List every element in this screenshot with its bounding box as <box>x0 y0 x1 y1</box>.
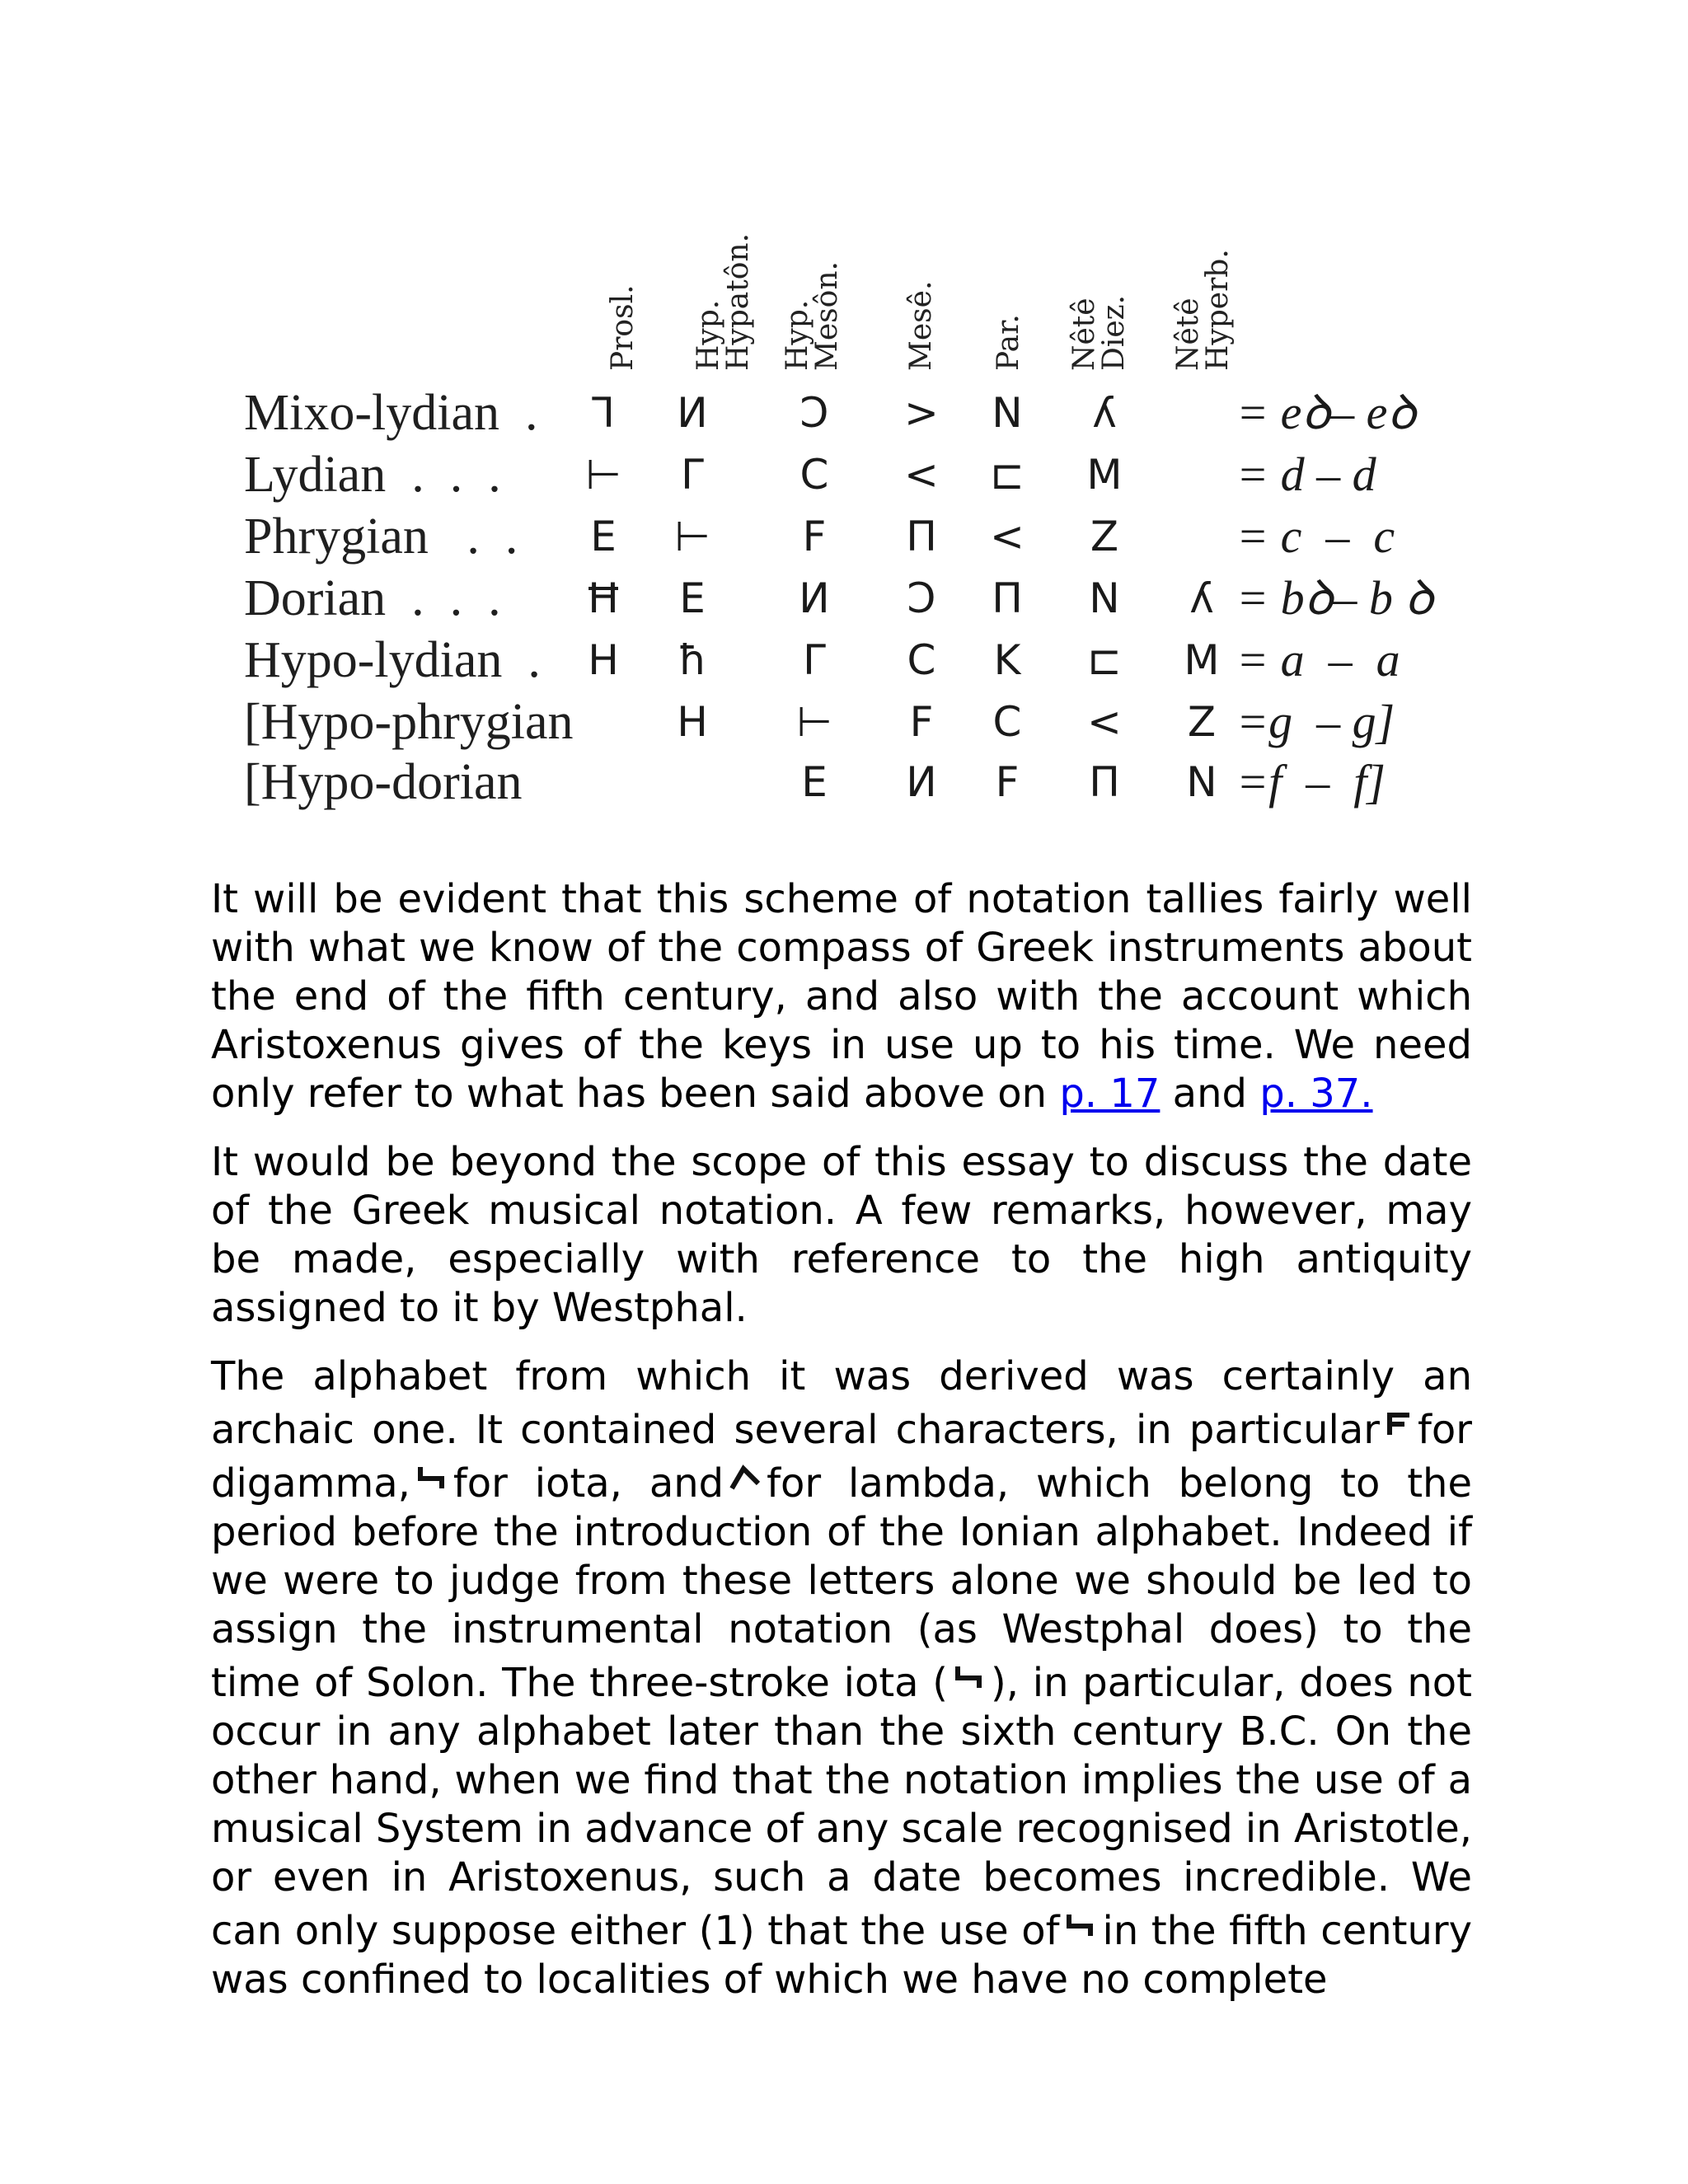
notation-symbol: H <box>588 636 619 684</box>
mode-name: Hypo-lydian . <box>244 632 541 688</box>
mode-range: = eꝺ– eꝺ <box>1236 386 1417 439</box>
notation-symbol: ꓶ <box>592 389 615 437</box>
link-p17[interactable]: p. 17 <box>1059 1071 1160 1117</box>
mode-name: [Hypo-dorian <box>244 754 523 810</box>
notation-symbol: ⊏ <box>1087 636 1122 684</box>
three-stroke-iota-glyph <box>953 1654 986 1703</box>
notation-table <box>0 0 1688 832</box>
notation-symbol: N <box>1186 758 1217 806</box>
mode-range: =g – g] <box>1236 695 1395 748</box>
notation-symbol: E <box>679 574 706 622</box>
notation-symbol: Ͷ <box>677 389 708 437</box>
notation-symbol: N <box>1089 574 1120 622</box>
notation-symbol: Ħ <box>584 574 622 622</box>
notation-symbol: C <box>992 698 1022 746</box>
notation-symbol: ⊢ <box>796 698 832 746</box>
notation-symbol: ʎ <box>1189 574 1214 622</box>
notation-symbol: Π <box>1089 758 1120 806</box>
notation-symbol: ħ <box>678 636 707 684</box>
mode-range: = c – c <box>1236 509 1395 563</box>
notation-symbol: < <box>990 513 1025 560</box>
mode-range: = a – a <box>1236 633 1400 687</box>
notation-symbol: Ↄ <box>907 574 936 622</box>
column-header-hyp-hypaton: Hyp. Hypatôn. <box>692 232 755 371</box>
notation-symbol: E <box>801 758 828 806</box>
notation-symbol: C <box>907 636 936 684</box>
notation-symbol: H <box>677 698 708 746</box>
notation-symbol: F <box>802 513 827 560</box>
notation-symbol: Z <box>1090 513 1119 560</box>
notation-symbol: Ͷ <box>799 574 830 622</box>
column-header-par: Par. <box>992 314 1025 371</box>
notation-symbol: N <box>992 389 1023 437</box>
notation-symbol: < <box>1087 698 1122 746</box>
mode-name: Mixo-lydian . <box>244 385 538 441</box>
three-stroke-iota-glyph <box>415 1455 448 1503</box>
notation-symbol: K <box>993 636 1021 684</box>
notation-symbol: Π <box>906 513 937 560</box>
notation-symbol: ʎ <box>1092 389 1117 437</box>
notation-symbol: ⊢ <box>585 451 621 499</box>
notation-symbol: > <box>904 389 939 437</box>
mode-name: Lydian . . . <box>244 447 501 503</box>
mode-range: = bꝺ– b ꝺ <box>1236 571 1434 625</box>
notation-symbol: Π <box>992 574 1023 622</box>
mode-name: Dorian . . . <box>244 570 501 626</box>
notation-symbol: F <box>995 758 1020 806</box>
notation-symbol: M <box>1184 636 1220 684</box>
notation-symbol: ⊢ <box>674 513 710 560</box>
column-header-nete-hyperb: Nêtê Hyperb. <box>1171 249 1235 371</box>
archaic-lambda-glyph <box>729 1455 762 1503</box>
notation-symbol: Γ <box>681 451 704 499</box>
notation-symbol: E <box>590 513 617 560</box>
column-header-prosl: Prosl. <box>606 284 640 371</box>
digamma-glyph <box>1385 1401 1413 1450</box>
notation-symbol: Γ <box>803 636 826 684</box>
paragraph-3: The alphabet from which it was derived was certainly an archaic one. It contained several characters, in particular for digamma, for iota, and for lambda, which belong to the period before the introduction of the Ionian alphabet. Indeed if we were to judge from these letters alone we should be led to assign the instrumental notation (as Westphal does) to the time of Solon. The three-stroke iota ( ), in particular, does not occur in any alphabet later than the sixth century B.C. On the other hand, when we find that the notation implies the use of a musical System in advance of any scale recognised in Aristotle, or even in Aristoxenus, such a date becomes incredible. We can only suppose either (1) that the use of in the fifth century was confined to localities of which we have no complete <box>211 1353 1473 2003</box>
mode-range: = d – d <box>1236 448 1376 501</box>
column-header-nete-diez: Nêtê Diez. <box>1067 294 1131 371</box>
paragraph-1: It will be evident that this scheme of notation tallies fairly well with what we know of the compass of Greek instruments about the end of the fifth century, and also with the account which Aristoxenus gives of the keys in use up to his time. We need only refer to what has been said above on p. 17 and p. 37. <box>211 876 1472 1117</box>
notation-symbol: Ↄ <box>799 389 829 437</box>
body-text <box>211 875 1472 2024</box>
mode-range: =f – f] <box>1236 755 1386 808</box>
link-p37[interactable]: p. 37. <box>1259 1071 1373 1117</box>
notation-symbol: Ͷ <box>906 758 937 806</box>
column-header-mese: Mesê. <box>904 280 938 371</box>
three-stroke-iota-glyph <box>1064 1902 1097 1951</box>
paragraph-2: It would be beyond the scope of this essay to discuss the date of the Greek musical notation. A few remarks, however, may be made, especially with reference to the high antiquity assigned to it by Westphal. <box>211 1139 1472 1331</box>
notation-symbol: M <box>1086 451 1123 499</box>
notation-symbol: < <box>904 451 939 499</box>
notation-symbol: Z <box>1187 698 1217 746</box>
mode-name: [Hypo-phrygian <box>244 694 574 750</box>
notation-symbol: F <box>909 698 934 746</box>
column-header-hyp-meson: Hyp. Mesôn. <box>781 261 844 371</box>
mode-name: Phrygian . . <box>244 509 518 565</box>
notation-symbol: ⊏ <box>990 451 1025 499</box>
notation-symbol: C <box>799 451 829 499</box>
